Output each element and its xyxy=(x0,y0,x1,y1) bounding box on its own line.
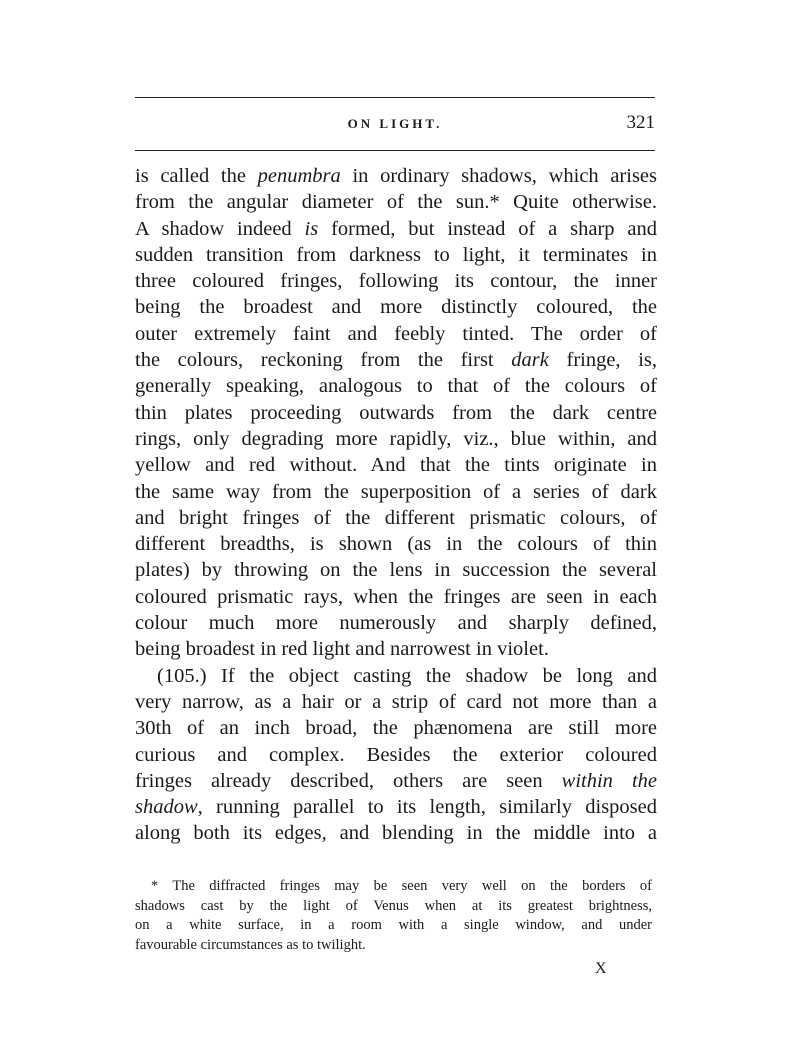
italic-term: dark xyxy=(511,349,549,372)
text-line: rings, only degrading more rapidly, viz., blue within, and xyxy=(135,427,657,450)
text-line: A shadow indeed is formed, but instead of a sharp and xyxy=(135,217,657,240)
text-line: fringes already described, others are seen within the xyxy=(135,769,657,792)
text-line: yellow and red without. And that the tints originate in xyxy=(135,454,657,477)
footnote-line: on a white surface, in a room with a single window, and under xyxy=(135,917,652,934)
text-line: 30th of an inch broad, the phænomena are still more xyxy=(135,717,657,740)
text-line: and bright fringes of the different prismatic colours, of xyxy=(135,506,657,529)
text-line: is called the penumbra in ordinary shadows, which arises xyxy=(135,165,658,187)
footnote-line: * The diffracted fringes may be seen very well on the borders of xyxy=(151,878,652,894)
text-line: the colours, reckoning from the first dark fringe, is, xyxy=(135,349,657,372)
text-line: different breadths, is shown (as in the colours of thin xyxy=(135,533,657,556)
text-line: from the angular diameter of the sun.* Quite otherwise. xyxy=(135,191,657,214)
text-line: very narrow, as a hair or a strip of card not more than a xyxy=(135,690,657,713)
footnote-line: shadows cast by the light of Venus when at its greatest brightness, xyxy=(135,897,652,914)
text-line: along both its edges, and blending in the middle into a xyxy=(135,822,657,845)
signature-mark: X xyxy=(595,960,607,977)
text-line: generally speaking, analogous to that of the colours of xyxy=(135,375,657,398)
paragraph-start: (105.) If the object casting the shadow be long and xyxy=(157,664,657,687)
running-header xyxy=(135,112,655,136)
footnote xyxy=(135,877,652,955)
text-line: shadow, running parallel to its length, similarly disposed xyxy=(135,796,657,819)
body-text xyxy=(135,163,657,847)
page-number: 321 xyxy=(626,112,655,133)
italic-term: shadow xyxy=(135,796,198,819)
text-line: the same way from the superposition of a series of dark xyxy=(135,480,657,503)
text-line: colour much more numerously and sharply defined, xyxy=(135,612,657,635)
text-line: sudden transition from darkness to light, it terminates in xyxy=(135,243,657,266)
text-line: being broadest in red light and narrowest in violet. xyxy=(135,638,549,661)
running-title: ON LIGHT. xyxy=(347,116,443,131)
italic-term: is xyxy=(304,217,319,240)
italic-term: penumbra xyxy=(257,165,341,187)
text-line: plates) by throwing on the lens in succession the several xyxy=(135,559,657,582)
italic-term: within the xyxy=(561,769,657,792)
text-line: being the broadest and more distinctly coloured, the xyxy=(135,296,657,319)
text-line: thin plates proceeding outwards from the dark centre xyxy=(135,401,657,424)
footnote-line: favourable circumstances as to twilight. xyxy=(135,936,366,953)
header-rule-top xyxy=(135,97,655,98)
text-line: coloured prismatic rays, when the fringes are seen in each xyxy=(135,585,657,608)
text-line: outer extremely faint and feebly tinted. The order of xyxy=(135,322,657,345)
header-rule-bottom xyxy=(135,150,655,151)
text-line: three coloured fringes, following its contour, the inner xyxy=(135,270,657,293)
text-line: curious and complex. Besides the exterior coloured xyxy=(135,743,657,766)
